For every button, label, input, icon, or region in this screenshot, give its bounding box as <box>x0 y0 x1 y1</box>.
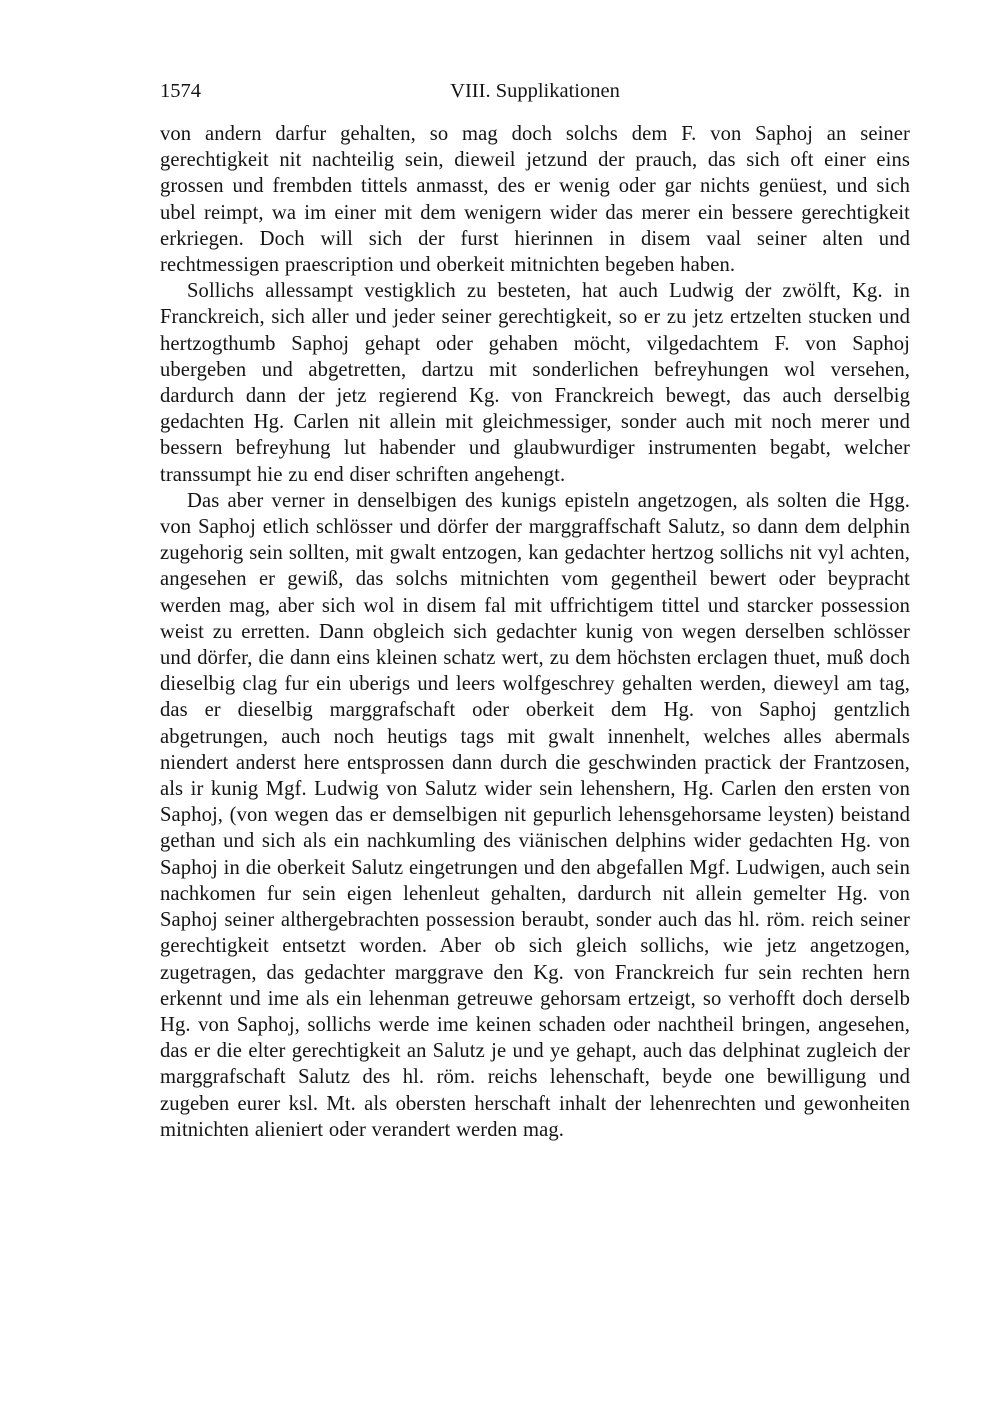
running-header <box>160 78 910 105</box>
body-text <box>160 121 910 1143</box>
paragraph-continuation: von andern darfur gehalten, so mag doch solchs dem F. von Saphoj an seiner gerechtigkeit nit nachteilig sein, dieweil jetzund der prauch, das sich oft einer eins grossen und frembden tittels anmasst, des er wenig oder gar nichts genüest, und sich ubel reimpt, wa im einer mit dem wenigern wider das merer ein bessere gerechtigkeit erkriegen. Doch will sich der furst hierinnen in disem vaal seiner alten und rechtmessigen praescription und oberkeit mitnichten begeben haben. <box>160 123 910 277</box>
paragraph-das-aber: Das aber verner in denselbigen des kunigs episteln angetzogen, als solten die Hgg. von Saphoj etlich schlösser und dörfer der marggraffschaft Salutz, so dann dem delphin zugehorig sein sollten, mit gwalt entzogen, kan gedachter hertzog sollichs nit vyl achten, angesehen er gewiß, das solchs mitnichten vom gegentheil bewert oder beypracht werden mag, aber sich wol in disem fal mit uffrichtigem tittel und starcker possession weist zu erretten. Dann obgleich sich gedachter kunig von wegen derselben schlösser und dörfer, die dann eins kleinen schatz wert, zu dem höchsten erclagen thuet, muß doch dieselbig clag fur ein uberigs und leers wolfgeschrey gehalten werden, dieweyl am tag, das er dieselbig marggrafschaft oder oberkeit dem Hg. von Saphoj gentzlich abgetrungen, auch noch heutigs tags mit gwalt innenhelt, welches alles abermals niendert anderst here entsprossen dann durch die geschwinden practick der Frantzosen, als ir kunig Mgf. Ludwig von Salutz wider sein lehenshern, Hg. Carlen den ersten von Saphoj, (von wegen das er demselbigen nit gepurlich lehensgehorsame leysten) beistand gethan und sich als ein nachkumling des viänischen delphins wider gedachten Hg. von Saphoj in die oberkeit Salutz eingetrungen und den abgefallen Mgf. Ludwigen, auch sein nachkomen fur sein eigen lehenleut gehalten, dardurch nit allein gemelter Hg. von Saphoj seiner althergebrachten possession beraubt, sonder auch das hl. röm. reich seiner gerechtigkeit entsetzt worden. Aber ob sich gleich sollichs, wie jetz angetzogen, zugetragen, das gedachter marggrave den Kg. von Franckreich fur sein rechten hern erkennt und ime als ein lehenman getreuwe gehorsam ertzeigt, so verhofft doch derselb Hg. von Saphoj, sollichs werde ime keinen schaden oder nachtheil bringen, angesehen, das er die elter gerechtigkeit an Salutz je und ye gehapt, auch das delphinat zugleich der marggrafschaft Salutz des hl. röm. reichs lehenschaft, beyde one bewilligung und zugeben eurer ksl. Mt. als obersten herschaft inhalt der lehenrechten und gewonheiten mitnichten alieniert oder verandert werden mag. <box>160 489 910 1141</box>
paragraph-sollichs: Sollichs allessampt vestigklich zu besteten, hat auch Ludwig der zwölft, Kg. in Franckreich, sich aller und jeder seiner gerechtigkeit, so er zu jetz ertzelten stucken und hertzogthumb Saphoj gehapt oder gehaben möcht, vilgedachtem F. von Saphoj ubergeben und abgetretten, dartzu mit sonderlichen befreyhungen wol versehen, dardurch dann der jetz regierend Kg. von Franckreich bewegt, das auch derselbig gedachten Hg. Carlen nit allein mit gleichmessiger, sonder auch mit noch merer und bessern befreyhung lut habender und glaubwurdiger instrumenten begabt, welcher transsumpt hie zu end diser schriften angehengt. <box>160 280 910 486</box>
running-title: VIII. Supplikationen <box>450 80 620 102</box>
page-number: 1574 <box>160 80 201 102</box>
